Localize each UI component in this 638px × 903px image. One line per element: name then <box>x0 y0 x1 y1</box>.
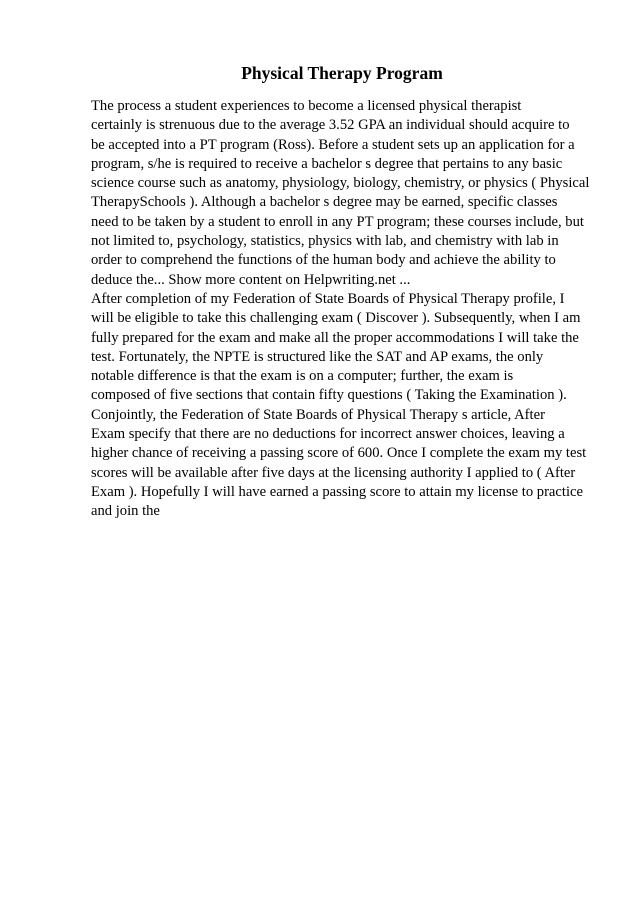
text-line: and join the <box>91 503 160 520</box>
text-line: Conjointly, the Federation of State Boards of Physical Therapy s article, After <box>91 406 545 423</box>
text-line: Exam ). Hopefully I will have earned a passing score to attain my license to practice <box>91 483 583 500</box>
text-line: be accepted into a PT program (Ross). Before a student sets up an application for a <box>91 136 575 153</box>
text-line: fully prepared for the exam and make all the proper accommodations I will take the <box>91 329 579 346</box>
text-line: will be eligible to take this challenging exam ( Discover ). Subsequently, when I am <box>91 310 581 327</box>
text-line: higher chance of receiving a passing score of 600. Once I complete the exam my test <box>91 445 587 462</box>
text-line: The process a student experiences to become a licensed physical therapist <box>91 98 522 114</box>
text-line: deduce the... Show more content on Helpwriting.net ... <box>91 271 411 288</box>
text-line: scores will be available after five days at the licensing authority I applied to ( After <box>91 464 576 481</box>
text-line: composed of five sections that contain fifty questions ( Taking the Examination ). <box>91 387 567 404</box>
text-line: certainly is strenuous due to the average 3.52 GPA an individual should acquire to <box>91 117 570 134</box>
text-line: order to comprehend the functions of the human body and achieve the ability to <box>91 252 556 269</box>
text-line: program, s/he is required to receive a bachelor s degree that pertains to any basic <box>91 155 563 172</box>
text-line: notable difference is that the exam is on a computer; further, the exam is <box>91 368 514 385</box>
text-line: Exam specify that there are no deductions for incorrect answer choices, leaving a <box>91 426 565 443</box>
text-line: need to be taken by a student to enroll in any PT program; these courses include, but <box>91 213 584 230</box>
text-line: After completion of my Federation of State Boards of Physical Therapy profile, I <box>91 290 565 307</box>
text-line: science course such as anatomy, physiology, biology, chemistry, or physics ( Physical <box>91 175 590 192</box>
text-line: not limited to, psychology, statistics, physics with lab, and chemistry with lab in <box>91 233 559 250</box>
page-title: Physical Therapy Program <box>241 63 443 83</box>
text-line: test. Fortunately, the NPTE is structured like the SAT and AP exams, the only <box>91 348 544 365</box>
body-text <box>91 97 601 522</box>
text-line: TherapySchools ). Although a bachelor s degree may be earned, specific classes <box>91 194 558 211</box>
